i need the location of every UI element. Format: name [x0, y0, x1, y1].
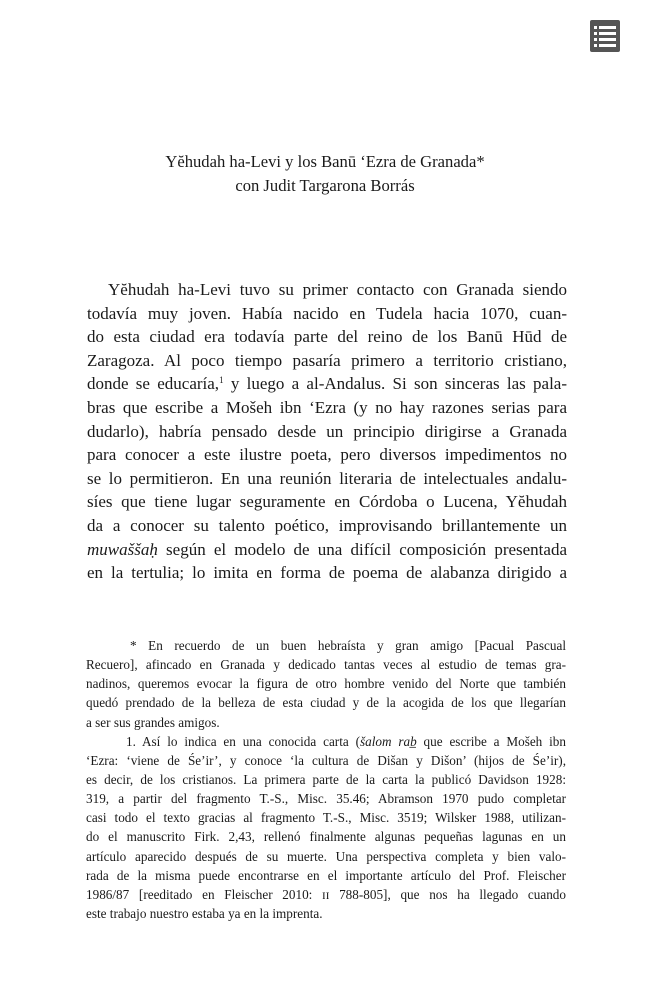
footnote-line: 1986/87 [reeditado en Fleischer 2010: ɪɪ 788-805], que nos ha llegado cuando [86, 886, 566, 902]
text-line: dudarlo), habría pensado desde un principio dirigirse a Granada [87, 421, 567, 441]
footnotes [86, 636, 566, 923]
text-line: Zaragoza. Al poco tiempo pasaría primero a territorio cristiano, [87, 350, 567, 370]
footnote-line: ‘Ezra: ‘viene de Śe’ir’, y conoce ‘la cultura de Dišan y Dišon’ (hijos de Śe’ir), [86, 752, 566, 768]
text-segment: y luego a al-Andalus. Si son sinceras las pala- [223, 374, 567, 394]
title-line: Yĕhudah ha-Levi y los Banū ‘Ezra de Granada* [165, 152, 485, 171]
text-line: síes que tiene lugar seguramente en Córdoba o Lucena, Yĕhudah [87, 492, 567, 512]
text-line: se lo permitieron. En una reunión literaria de intelectuales andalu- [87, 468, 567, 488]
text-line: bras que escribe a Mošeh ibn ‘Ezra (y no hay razones serias para [87, 397, 567, 417]
footnote-line: Recuero], afincado en Granada y dedicado tantas veces al estudio de temas gra- [86, 657, 566, 673]
footnote-line: es decir, de los cristianos. La primera parte de la carta la publicó Davidson 1928: [86, 771, 566, 787]
text-segment: donde se educaría, [87, 374, 220, 394]
body-paragraph [87, 278, 567, 585]
text-segment: que escribe a Mošeh ibn [416, 733, 566, 749]
text-line: Yĕhudah ha-Levi tuvo su primer contacto con Granada siendo [108, 280, 567, 299]
footnote-line: 319, a partir del fragmento T.-S., Misc. 35.46; Abramson 1970 pudo completar [86, 791, 566, 807]
text-line [87, 538, 567, 562]
text-segment: 1. Así lo indica en una conocida carta ( [126, 733, 360, 749]
text-line: do esta ciudad era todavía parte del reino de los Banū Hūd de [87, 327, 567, 347]
footnote-line [86, 732, 566, 751]
footnote-line: quedó prendado de la belleza de esta ciudad y de la acogida de los que llegarían [86, 695, 566, 711]
footnote-line: artículo aparecido después de su muerte. Una perspectiva completa y bien valo- [86, 848, 566, 864]
author-line: con Judit Targarona Borrás [235, 176, 415, 195]
footnote-line: casi todo el texto gracias al fragmento T.-S., Misc. 3519; Wilsker 1988, utilizan- [86, 810, 566, 826]
italic-term: šalom rab̲ [359, 733, 417, 749]
italic-term: muwaššaḥ [87, 539, 158, 559]
footnote-line: rada de la misma puede encontrarse en el importante artículo del Prof. Fleischer [86, 867, 566, 883]
footnote-line: nadinos, queremos evocar la figura de otro hombre venido del Norte que también [86, 676, 566, 692]
footnote-reference[interactable]: 1 [219, 375, 224, 386]
text-line: en la tertulia; lo imita en forma de poema de alabanza dirigido a [87, 563, 567, 583]
text-line: todavía muy joven. Había nacido en Tudela hacia 1070, cuan- [87, 303, 567, 323]
text-line: da a conocer su talento poético, improvisando brillantemente un [87, 515, 567, 535]
footnote-line: a ser sus grandes amigos. [86, 714, 220, 730]
text-segment: según el modelo de una difícil composición presentada [157, 539, 567, 559]
menu-icon[interactable] [590, 20, 620, 52]
chapter-title [0, 150, 650, 198]
footnote-line: este trabajo nuestro estaba ya en la imprenta. [86, 905, 323, 921]
footnote-line: * En recuerdo de un buen hebraísta y gran amigo [Pacual Pascual [130, 638, 566, 653]
text-line: para conocer a este ilustre poeta, pero diversos impedimentos no [87, 445, 567, 465]
text-line [87, 372, 567, 396]
footnote-line: do el manuscrito Firk. 2,43, rellenó finalmente algunas pequeñas lagunas en un [86, 829, 566, 845]
